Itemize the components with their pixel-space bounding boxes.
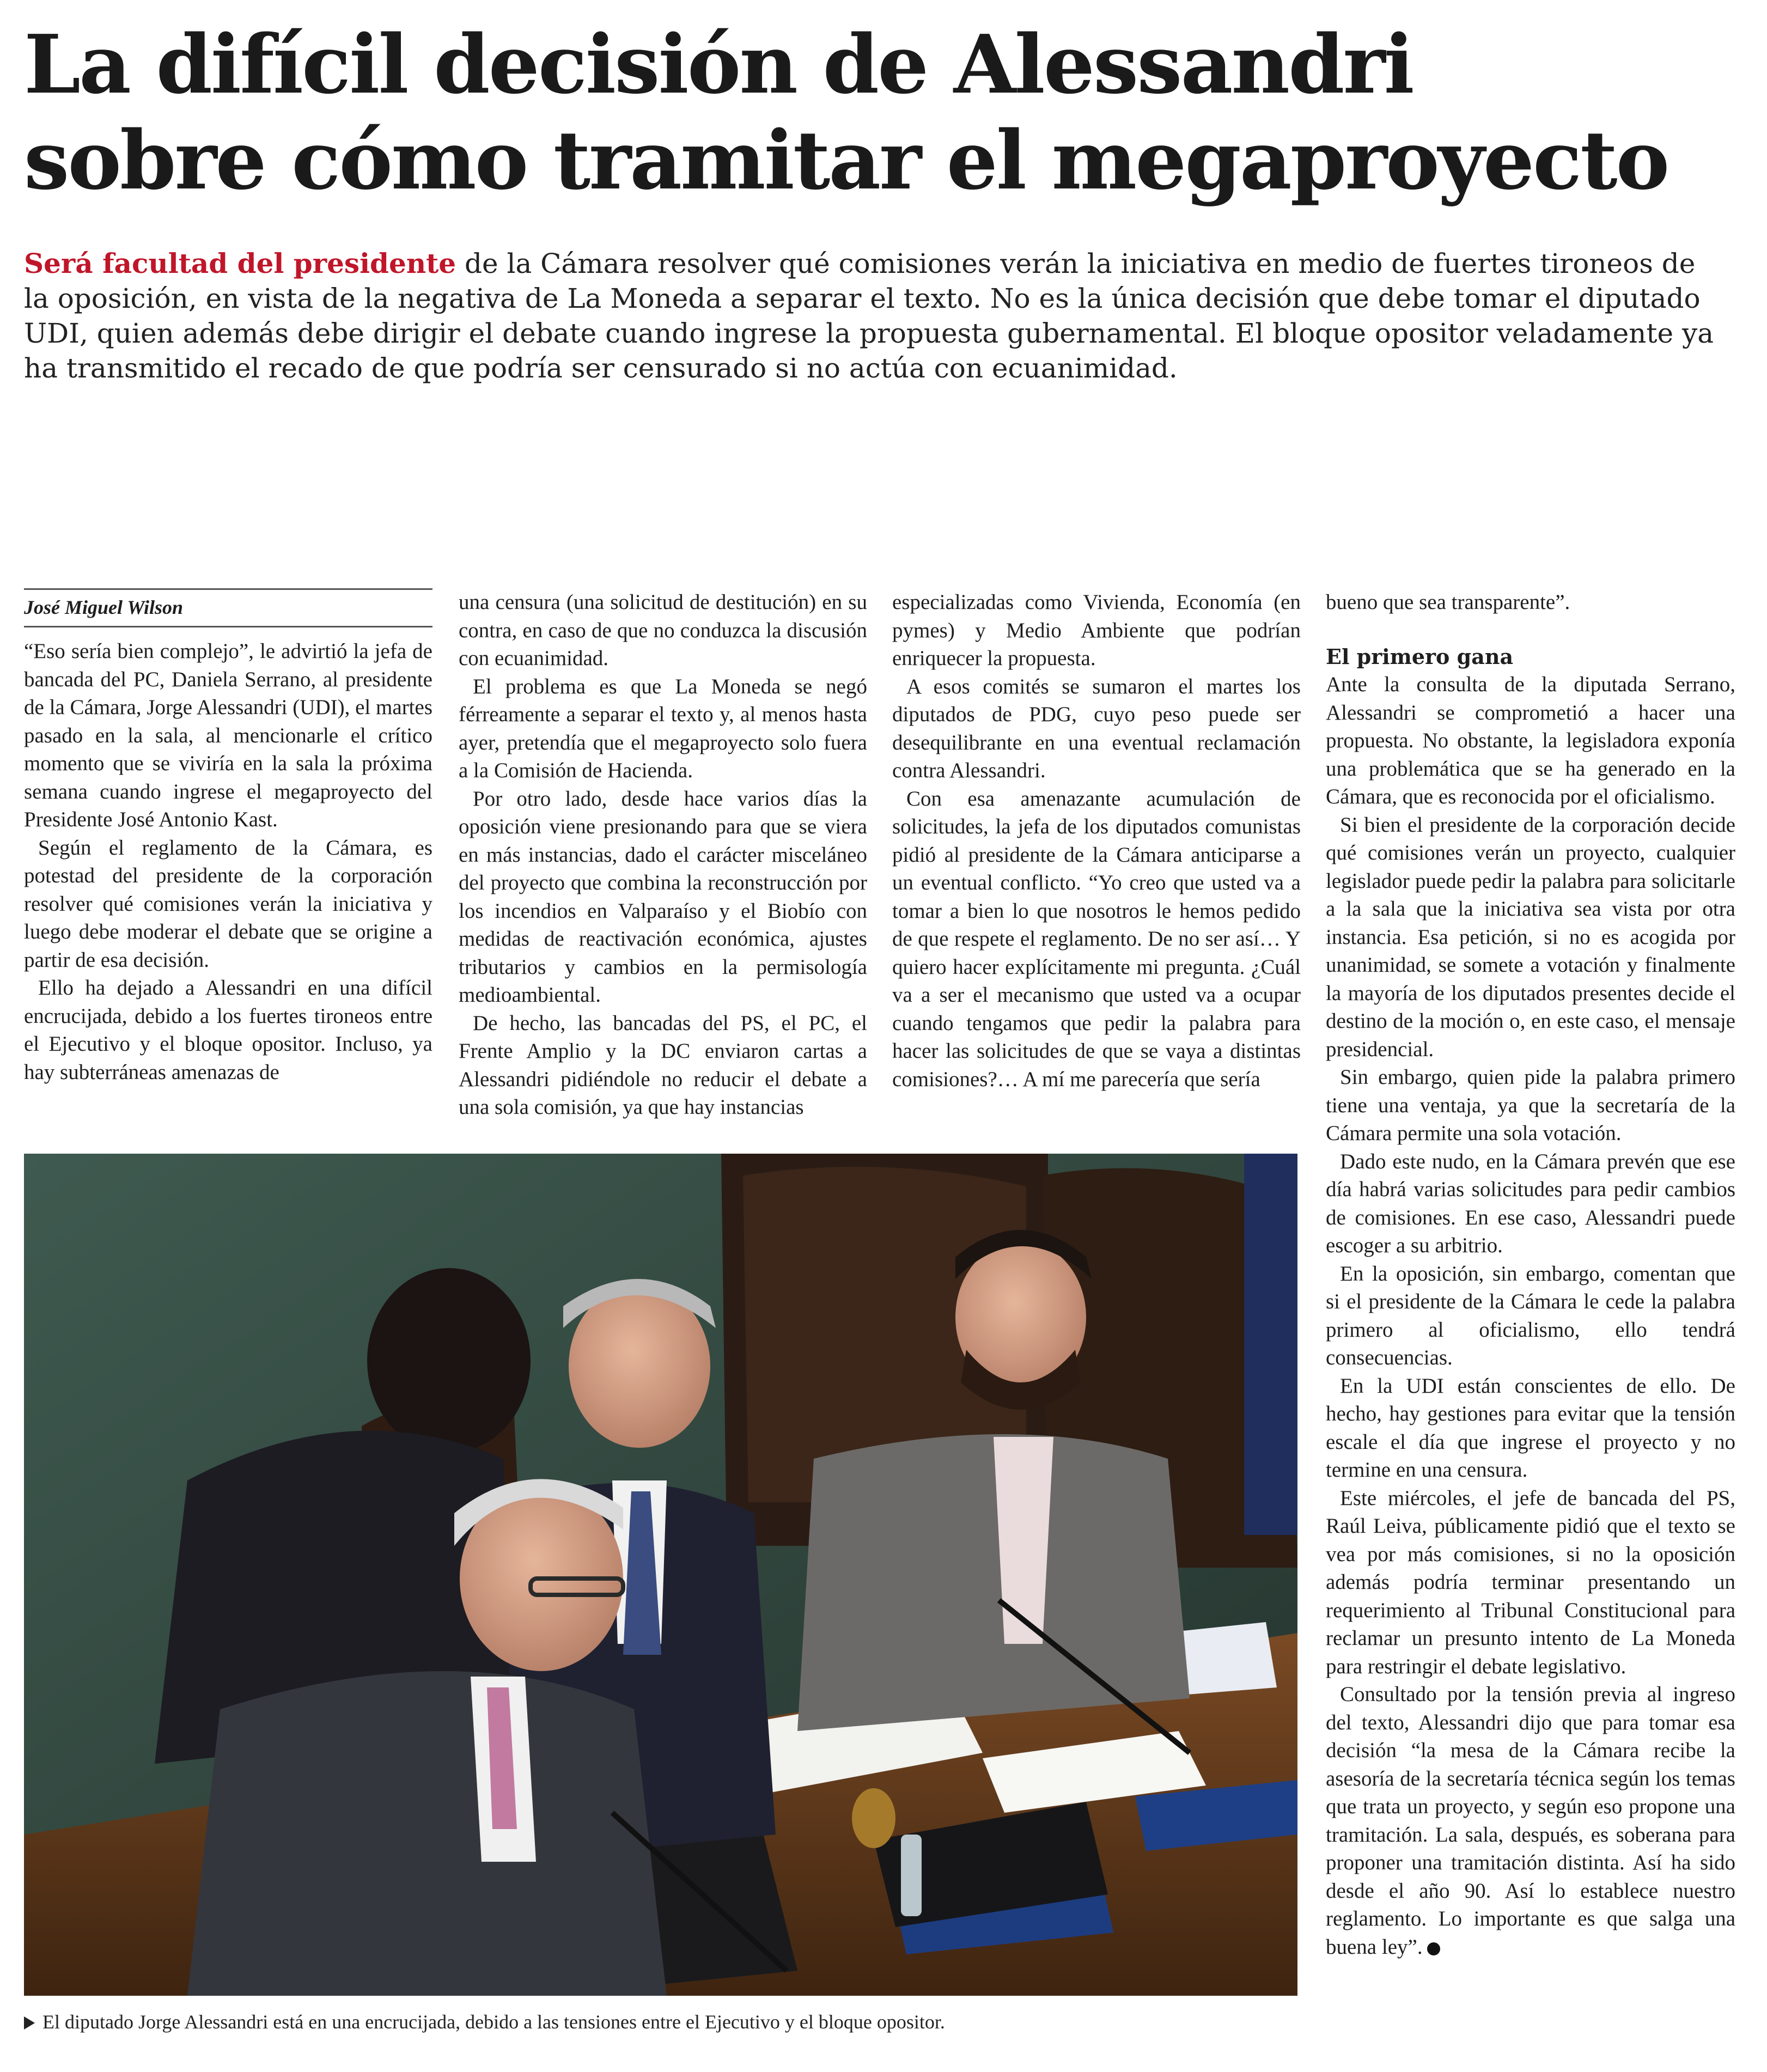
- paragraph: Ello ha dejado a Alessandri en una difícil encrucijada, debido a los fuertes tironeos entre el Ejecutivo y el bloque opositor. Incluso, ya hay subterráneas amenazas de: [24, 976, 432, 1084]
- paragraph: Este miércoles, el jefe de bancada del PS, Raúl Leiva, públicamente pidió que el texto se vea por más comisiones, si no la oposición además podría terminar presentando un requerimiento al Tribunal Constitucional para reclamar un presunto intento de La Moneda para restringir el debate legislativo.: [1326, 1486, 1735, 1678]
- paragraph: Por otro lado, desde hace varios días la oposición viene presionando para que se viera en más instancias, dado el carácter misceláneo del proyecto que combina la reconstrucción por los incendios en Valparaíso y el Biobío con medidas de reactivación económica, ajustes tributarios y cambios en la permisología medioambiental.: [459, 787, 867, 1007]
- paragraph: Dado este nudo, en la Cámara prevén que ese día habrá varias solicitudes para pedir cambios de comisiones. En ese caso, Alessandri puede escoger a su arbitrio.: [1326, 1149, 1735, 1257]
- article-column-4: [1326, 588, 1735, 1961]
- paragraph-final-text: Consultado por la tensión previa al ingreso del texto, Alessandri dijo que para tomar esa decisión “la mesa de la Cámara recibe la asesoría de la secretaría técnica según los temas que trata un proyecto, y según eso propone una tramitación. La sala, después, es soberana para proponer una tramitación distinta. Así ha sido desde el año 90. Así lo establece nuestro reglamento. Lo importante es que salga una buena ley”.: [1326, 1683, 1735, 1959]
- byline: José Miguel Wilson: [24, 588, 432, 627]
- headline: [24, 16, 1740, 208]
- paragraph: A esos comités se sumaron el martes los diputados de PDG, cuyo peso puede ser desequilibrante en una eventual reclamación contra Alessandri.: [892, 674, 1301, 782]
- deck-text: de la Cámara resolver qué comisiones verán la iniciativa en medio de fuertes tironeos de la oposición, en vista de la negativa de La Moneda a separar el texto. No es la única decisión que debe tomar el diputado UDI, quien además debe dirigir el debate cuando ingrese la propuesta gubernamental. El bloque opositor veladamente ya ha transmitido el recado de que podría ser censurado si no actúa con ecuanimidad.: [24, 248, 1714, 384]
- paragraph: Con esa amenazante acumulación de solicitudes, la jefa de los diputados comunistas pidió al presidente de la Cámara anticiparse a un eventual conflicto. “Yo creo que usted va a tomar a bien lo que nosotros le hemos pedido de que respete el reglamento. De no ser así… Y quiero hacer explícitamente mi pregunta. ¿Cuál va a ser el mecanismo que usted va a ocupar cuando tengamos que pedir la palabra para hacer las solicitudes de que se vaya a distintas comisiones?… A mí me parecería que sería: [892, 787, 1301, 1091]
- paragraph: En la UDI están conscientes de ello. De hecho, hay gestiones para evitar que la tensión escale el día que ingrese el proyecto y no termine en una censura.: [1326, 1374, 1735, 1482]
- paragraph: “Eso sería bien complejo”, le advirtió la jefa de bancada del PC, Daniela Serrano, al presidente de la Cámara, Jorge Alessandri (UDI), el martes pasado en la sala, al mencionarle el crítico momento que se viviría en la sala la próxima semana cuando ingrese el megaproyecto del Presidente José Antonio Kast.: [24, 639, 432, 831]
- headline-line-1: La difícil decisión de Alessandri: [24, 17, 1413, 112]
- paragraph: De hecho, las bancadas del PS, el PC, el Frente Amplio y la DC enviaron cartas a Alessandri pidiéndole no reducir el debate a una sola comisión, ya que hay instancias: [459, 1011, 867, 1119]
- deck-lead: Será facultad del presidente: [24, 247, 456, 279]
- paragraph: Sin embargo, quien pide la palabra primero tiene una ventaja, ya que la secretaría de la Cámara permite una sola votación.: [1326, 1065, 1735, 1145]
- article-column-1: [24, 588, 432, 1086]
- headline-line-2: sobre cómo tramitar el megaproyecto: [24, 113, 1668, 208]
- photo-caption: [24, 2010, 1299, 2034]
- paragraph-final: [1326, 1680, 1735, 1961]
- caption-triangle-icon: [24, 2016, 35, 2030]
- article-photo: [24, 1154, 1297, 1996]
- article-column-3: [892, 588, 1301, 1093]
- paragraph: Si bien el presidente de la corporación decide qué comisiones verán un proyecto, cualquier legislador puede pedir la palabra para solicitarle a la sala que la iniciativa sea vista por otra instancia. Esa petición, si no es acogida por unanimidad, se somete a votación y finalmente la mayoría de los diputados presentes decide el destino de la moción o, en este caso, el mensaje presidencial.: [1326, 813, 1735, 1061]
- subheading: El primero gana: [1326, 644, 1514, 669]
- deck-summary: [24, 246, 1723, 386]
- paragraph: una censura (una solicitud de destitución) en su contra, en caso de que no conduzca la discusión con ecuanimidad.: [459, 590, 867, 670]
- paragraph: En la oposición, sin embargo, comentan que si el presidente de la Cámara le cede la palabra primero al oficialismo, ello tendrá consecuencias.: [1326, 1262, 1735, 1369]
- paragraph: Según el reglamento de la Cámara, es potestad del presidente de la corporación resolver qué comisiones verán la iniciativa y luego debe moderar el debate que se origine a partir de esa decisión.: [24, 836, 432, 972]
- paragraph: El problema es que La Moneda se negó férreamente a separar el texto y, al menos hasta ayer, pretendía que el megaproyecto solo fuera a la Comisión de Hacienda.: [459, 674, 867, 782]
- end-of-article-icon: [1427, 1942, 1440, 1955]
- paragraph: especializadas como Vivienda, Economía (en pymes) y Medio Ambiente que podrían enriquecer la propuesta.: [892, 590, 1301, 670]
- caption-text: El diputado Jorge Alessandri está en una encrucijada, debido a las tensiones entre el Ejecutivo y el bloque opositor.: [42, 2011, 945, 2033]
- paragraph: bueno que sea transparente”.: [1326, 590, 1570, 614]
- article-column-2: [459, 588, 867, 1122]
- paragraph: Ante la consulta de la diputada Serrano, Alessandri se comprometió a hacer una propuesta. No obstante, la legisladora exponía una problemática que se ha generado en la Cámara, que es reconocida por el oficialismo.: [1326, 673, 1735, 808]
